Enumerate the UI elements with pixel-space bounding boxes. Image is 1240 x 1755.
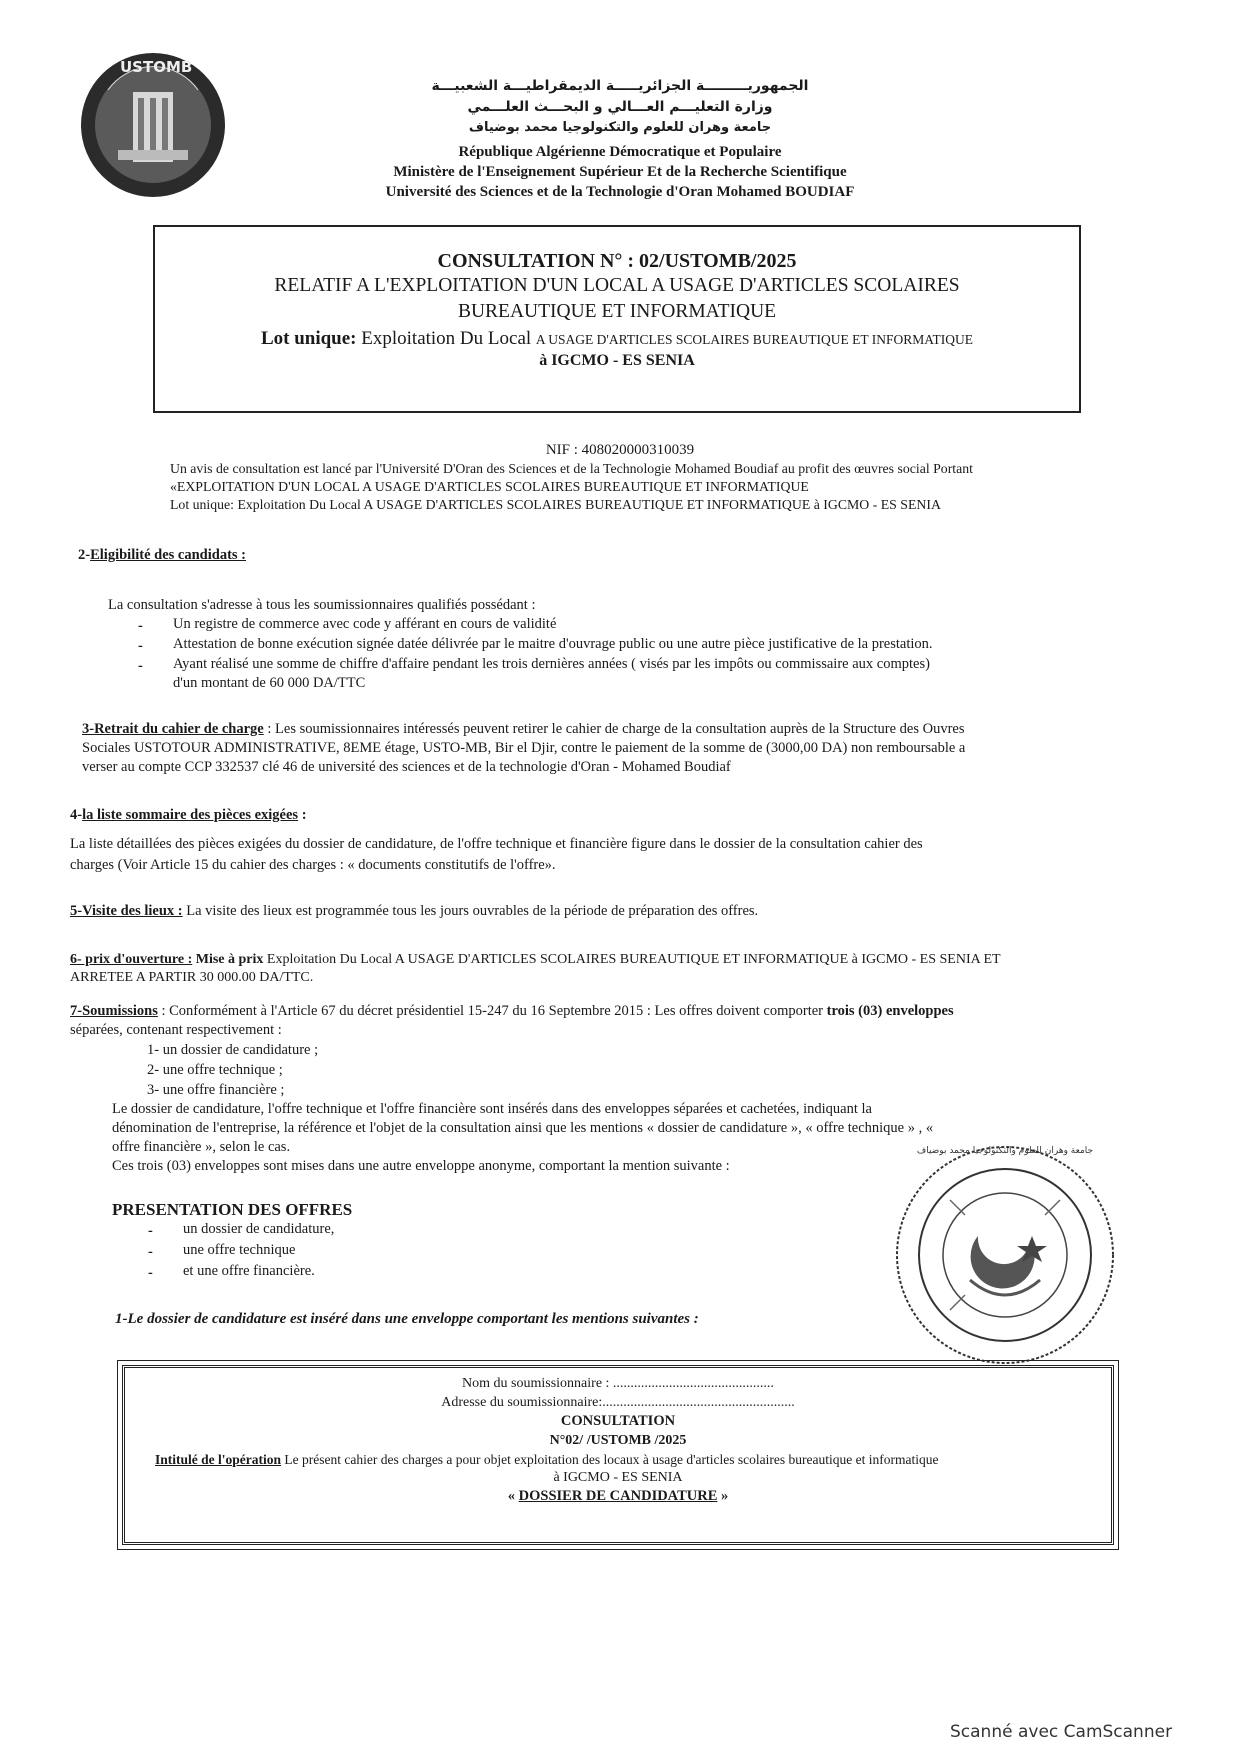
official-stamp [890, 1140, 1120, 1370]
stamp-text: جامعة وهران للعلوم والتكنولوجيا محمد بوضياف [916, 1146, 1094, 1156]
logo-text: USTOMB [120, 58, 193, 76]
section2-lead: La consultation s'adresse à tous les soumissionnaires qualifiés possédant : [108, 597, 536, 613]
section7-text-1: : Conformément à l'Article 67 du décret présidentiel 15-247 du 16 Septembre 2015 : Les offres doivent comporter [157, 1003, 827, 1019]
presentation-item-1: un dossier de candidature, [183, 1221, 335, 1237]
presentation-title: PRESENTATION DES OFFRES [112, 1200, 353, 1219]
camscanner-watermark: Scanné avec CamScanner [950, 1722, 1173, 1742]
section3-line-2: Sociales USTOTOUR ADMINISTRATIVE, 8EME étage, USTO-MB, Bir el Djir, contre le paiement de la somme de (3000,00 DA) non remboursable a [82, 740, 966, 756]
section4-line-2: charges (Voir Article 15 du cahier des charges : « documents constitutifs de l'offre». [70, 857, 556, 873]
lot-line [155, 328, 1079, 350]
section3-line-1 [82, 720, 964, 739]
section3-line-3: verser au compte CCP 332537 clé 46 de université des sciences et de la technologie d'Oran - Mohamed Boudiaf [82, 759, 731, 775]
section4-line-1: La liste détaillées des pièces exigées du dossier de candidature, de l'offre technique et financière figure dans le dossier de la consultation cahier des [70, 836, 923, 852]
bullet-dash: - [148, 1244, 153, 1260]
intitule-text: Le présent cahier des charges a pour objet exploitation des locaux à usage d'articles scolaires bureautique et informatique [281, 1452, 939, 1467]
section7-title: 7-Soumissions [70, 1003, 158, 1019]
dossier-label: DOSSIER DE CANDIDATURE [518, 1488, 718, 1504]
intitule-label: Intitulé de l'opération [155, 1452, 282, 1467]
section3-title: 3-Retrait du cahier de charge [82, 721, 264, 737]
header-arabic-1: الجمهوريـــــــــة الجزائريـــــة الديمقراطيـــة الشعبيـــة [431, 78, 809, 94]
section2-item-3-cont: d'un montant de 60 000 DA/TTC [173, 675, 366, 691]
section7-p3: offre financière », selon le cas. [112, 1139, 291, 1155]
header-arabic-3: جامعة وهران للعلوم والتكنولوجيا محمد بوضياف [468, 120, 772, 135]
section4-suffix: : [298, 807, 307, 823]
header-fr-3: Université des Sciences et de la Technologie d'Oran Mohamed BOUDIAF [385, 184, 855, 200]
relatif-line-2: BUREAUTIQUE ET INFORMATIQUE [457, 301, 777, 322]
envelope-place: à IGCMO - ES SENIA [553, 1470, 683, 1485]
dossier-close: » [717, 1488, 729, 1504]
lot-small: A USAGE D'ARTICLES SCOLAIRES BUREAUTIQUE ET INFORMATIQUE [535, 332, 974, 347]
section7-line-2: séparées, contenant respectivement : [70, 1022, 282, 1038]
section6-line-1 [70, 950, 1001, 969]
section2-title: Eligibilité des candidats : [90, 547, 246, 563]
section6-line-2: ARRETEE A PARTIR 30 000.00 DA/TTC. [70, 970, 314, 985]
presentation-item-3: et une offre financière. [183, 1263, 315, 1279]
section4-prefix: 4- [70, 807, 83, 823]
bullet-dash: - [138, 638, 143, 654]
presentation-note: 1-Le dossier de candidature est inséré dans une enveloppe comportant les mentions suivantes : [115, 1311, 699, 1327]
header-arabic-2: وزارة التعليـــم العـــالي و البحـــث العلـــمي [467, 99, 773, 115]
lot-text: Exploitation Du Local [356, 328, 536, 349]
section2-item-2: Attestation de bonne exécution signée datée délivrée par le maitre d'ouvrage public ou une autre pièce justificative de la prestation. [173, 636, 933, 652]
section4-title: la liste sommaire des pièces exigées [82, 807, 299, 823]
envelope-consultation: CONSULTATION [560, 1413, 676, 1429]
consultation-number: CONSULTATION N° : 02/USTOMB/2025 [437, 250, 797, 272]
section6-title: 6- prix d'ouverture : [70, 952, 193, 967]
bullet-dash: - [148, 1223, 153, 1239]
section6-text: Exploitation Du Local A USAGE D'ARTICLES SCOLAIRES BUREAUTIQUE ET INFORMATIQUE à IGCMO - ES SENIA ET [263, 952, 1001, 967]
dossier-open: « [507, 1488, 519, 1504]
envelope-nom: Nom du soumissionnaire : .............................................. [462, 1376, 774, 1391]
relatif-line-1: RELATIF A L'EXPLOITATION D'UN LOCAL A USAGE D'ARTICLES SCOLAIRES [274, 275, 960, 296]
section5-text: La visite des lieux est programmée tous les jours ouvrables de la période de préparation des offres. [182, 903, 759, 919]
section5-title: 5-Visite des lieux : [70, 903, 183, 919]
intro-line-2: «EXPLOITATION D'UN LOCAL A USAGE D'ARTICLES SCOLAIRES BUREAUTIQUE ET INFORMATIQUE [170, 479, 809, 494]
lot-label: Lot unique: [260, 328, 357, 349]
intro-line-3: Lot unique: Exploitation Du Local A USAGE D'ARTICLES SCOLAIRES BUREAUTIQUE ET INFORMATIQUE à IGCMO - ES SENIA [170, 497, 941, 512]
envelope-intitule [155, 1450, 938, 1469]
section7-p1: Le dossier de candidature, l'offre technique et l'offre financière sont insérés dans des enveloppes séparées et cachetées, indiquant la [112, 1101, 872, 1117]
section2-heading [78, 546, 246, 565]
section3-text-1: : Les soumissionnaires intéressés peuvent retirer le cahier de charge de la consultation auprès de la Structure des Ouvres [263, 721, 965, 737]
intro-line-1: Un avis de consultation est lancé par l'Université D'Oran des Sciences et de la Technologie Mohamed Boudiaf au profit des œuvres social Portant [170, 461, 973, 476]
section2-item-1: Un registre de commerce avec code y afférant en cours de validité [173, 616, 557, 632]
header-fr-2: Ministère de l'Enseignement Supérieur Et de la Recherche Scientifique [393, 164, 847, 180]
university-logo [78, 50, 228, 200]
bullet-dash: - [148, 1265, 153, 1281]
envelope-dossier [125, 1487, 1111, 1506]
envelope-adresse: Adresse du soumissionnaire:....................................................... [441, 1395, 795, 1410]
section6-bold: Mise à prix [192, 952, 264, 967]
section2-item-3: Ayant réalisé une somme de chiffre d'affaire pendant les trois dernières années ( visés par les impôts ou commissaire aux comptes) [173, 656, 930, 672]
section7-item-3: 3- une offre financière ; [147, 1082, 285, 1098]
section2-prefix: 2- [78, 547, 91, 563]
section5-line [70, 902, 758, 921]
nif: NIF : 408020000310039 [545, 442, 695, 458]
lot-place: à IGCMO - ES SENIA [539, 352, 695, 369]
title-box [153, 225, 1081, 413]
envelope-numero: N°02/ /USTOMB /2025 [549, 1433, 687, 1448]
section7-p2: dénomination de l'entreprise, la référence et l'objet de la consultation ainsi que les mentions « dossier de candidature », « offre technique » , « [112, 1120, 934, 1136]
section7-line-1 [70, 1002, 954, 1021]
section7-item-1: 1- un dossier de candidature ; [147, 1042, 319, 1058]
header-fr-1: République Algérienne Démocratique et Populaire [458, 144, 782, 160]
envelope-box [122, 1365, 1114, 1545]
bullet-dash: - [138, 658, 143, 674]
section7-bold: trois (03) enveloppes [826, 1003, 954, 1019]
bullet-dash: - [138, 618, 143, 634]
section7-item-2: 2- une offre technique ; [147, 1062, 283, 1078]
section7-p4: Ces trois (03) enveloppes sont mises dans une autre enveloppe anonyme, comportant la mention suivante : [112, 1158, 730, 1174]
section4-heading [70, 806, 307, 825]
presentation-item-2: une offre technique [183, 1242, 296, 1258]
